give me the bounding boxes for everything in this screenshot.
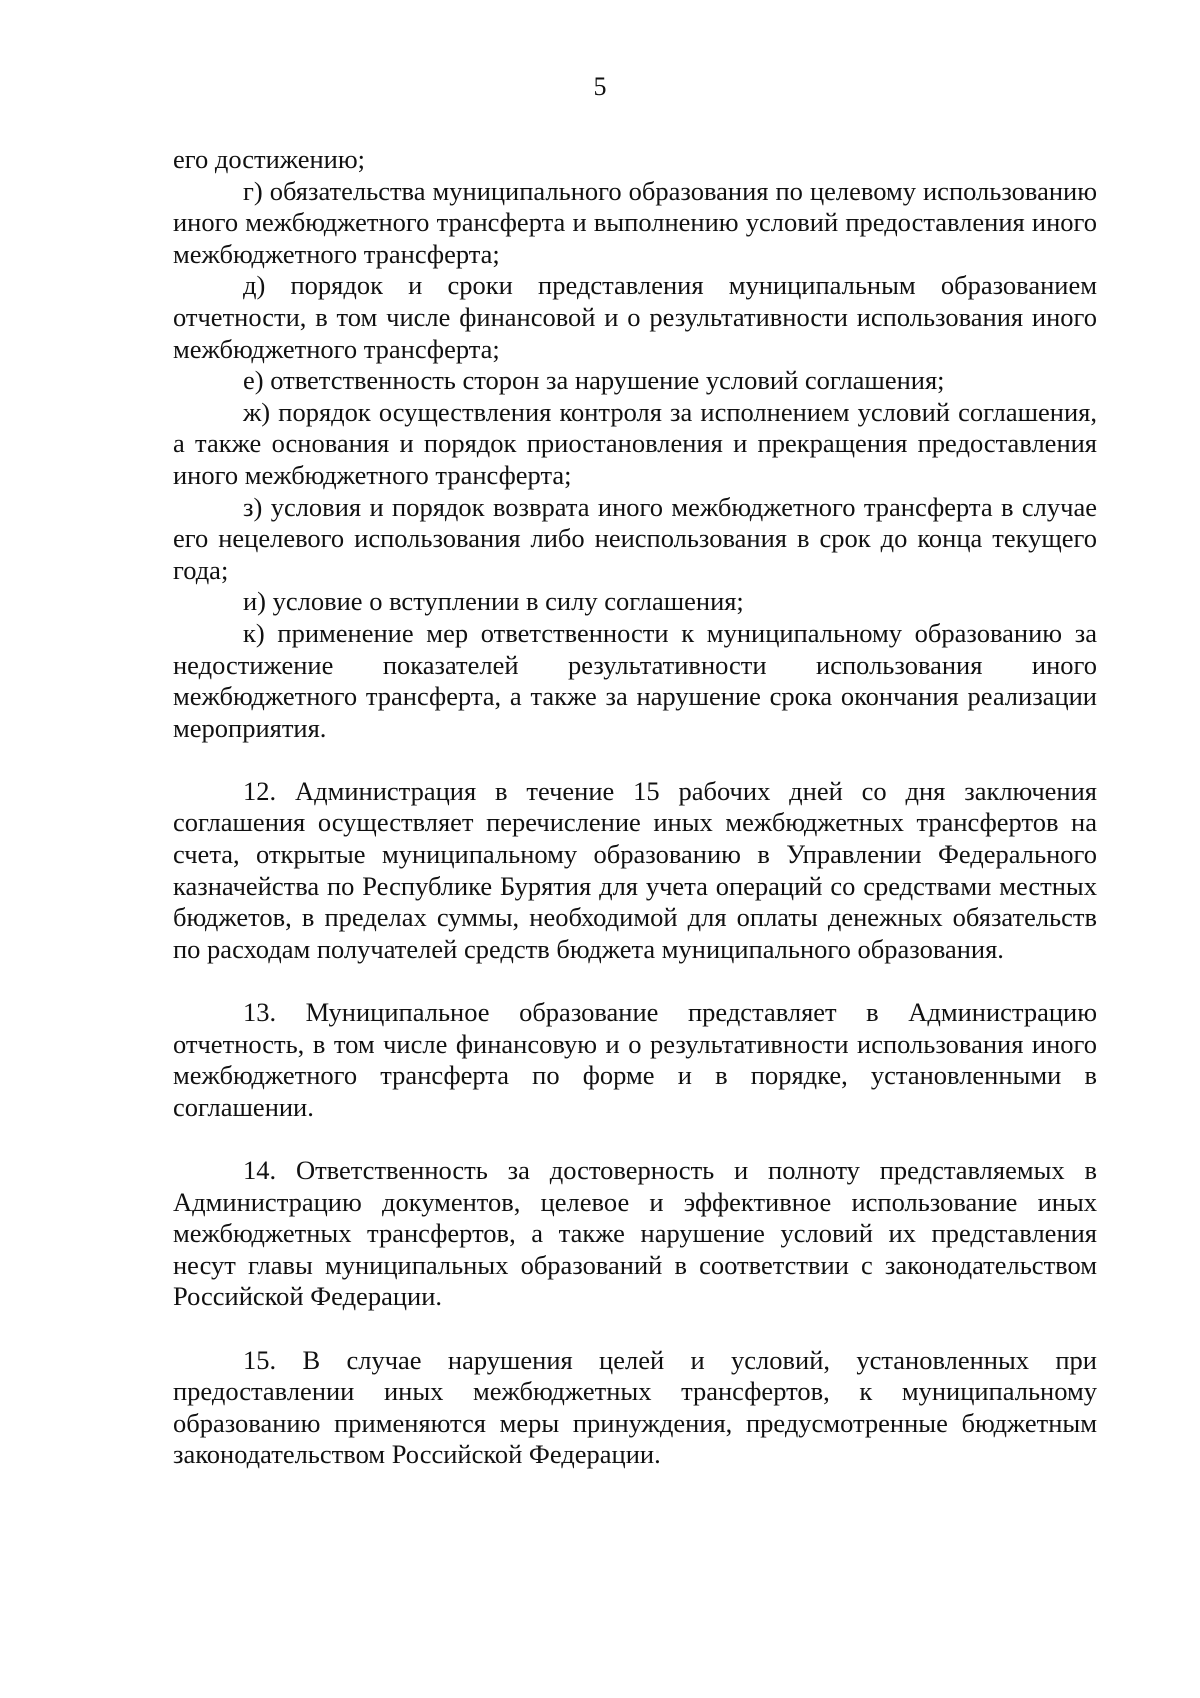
- list-item-z: з) условия и порядок возврата иного межбюджетного трансферта в случае его нецелевого использования либо неиспользования в срок до конца текущего года;: [173, 491, 1097, 585]
- list-item-zh: ж) порядок осуществления контроля за исполнением условий соглашения, а также основания и порядок приостановления и прекращения предоставления иного межбюджетного трансферта;: [173, 396, 1097, 490]
- list-item-d: д) порядок и сроки представления муниципальным образованием отчетности, в том числе финансовой и о результативности использования иного межбюджетного трансферта;: [173, 270, 1097, 364]
- section-13: 13. Муниципальное образование представляет в Администрацию отчетность, в том числе финансовую и о результативности использования иного межбюджетного трансферта по форме и в порядке, установленными в соглашении.: [173, 997, 1097, 1122]
- list-item-e: е) ответственность сторон за нарушение условий соглашения;: [243, 365, 945, 396]
- continuation-text: его достижению;: [173, 144, 366, 174]
- list-item-i: и) условие о вступлении в силу соглашения;: [243, 586, 744, 617]
- section-14: 14. Ответственность за достоверность и полноту представляемых в Администрацию документов, целевое и эффективное использование иных межбюджетных трансфертов, а также нарушение условий их представления несут главы муниципальных образований в соответствии с законодательством Российской Федерации.: [173, 1155, 1097, 1312]
- section-12: 12. Администрация в течение 15 рабочих дней со дня заключения соглашения осуществляет перечисление иных межбюджетных трансфертов на счета, открытые муниципальному образованию в Управлении Федерального казначейства по Республике Бурятия для учета операций со средствами местных бюджетов, в пределах суммы, необходимой для оплаты денежных обязательств по расходам получателей средств бюджета муниципального образования.: [173, 775, 1097, 964]
- section-15: 15. В случае нарушения целей и условий, установленных при предоставлении иных межбюджетных трансфертов, к муниципальному образованию применяются меры принуждения, предусмотренные бюджетным законодательством Российской Федерации.: [173, 1344, 1097, 1470]
- page-number: 5: [593, 72, 607, 101]
- list-item-g: г) обязательства муниципального образования по целевому использованию иного межбюджетного трансферта и выполнению условий предоставления иного межбюджетного трансферта;: [173, 175, 1097, 269]
- list-item-k: к) применение мер ответственности к муниципальному образованию за недостижение показателей результативности использования иного межбюджетного трансферта, а также за нарушение срока окончания реализации мероприятия.: [173, 617, 1097, 743]
- document-body: [173, 144, 1097, 1471]
